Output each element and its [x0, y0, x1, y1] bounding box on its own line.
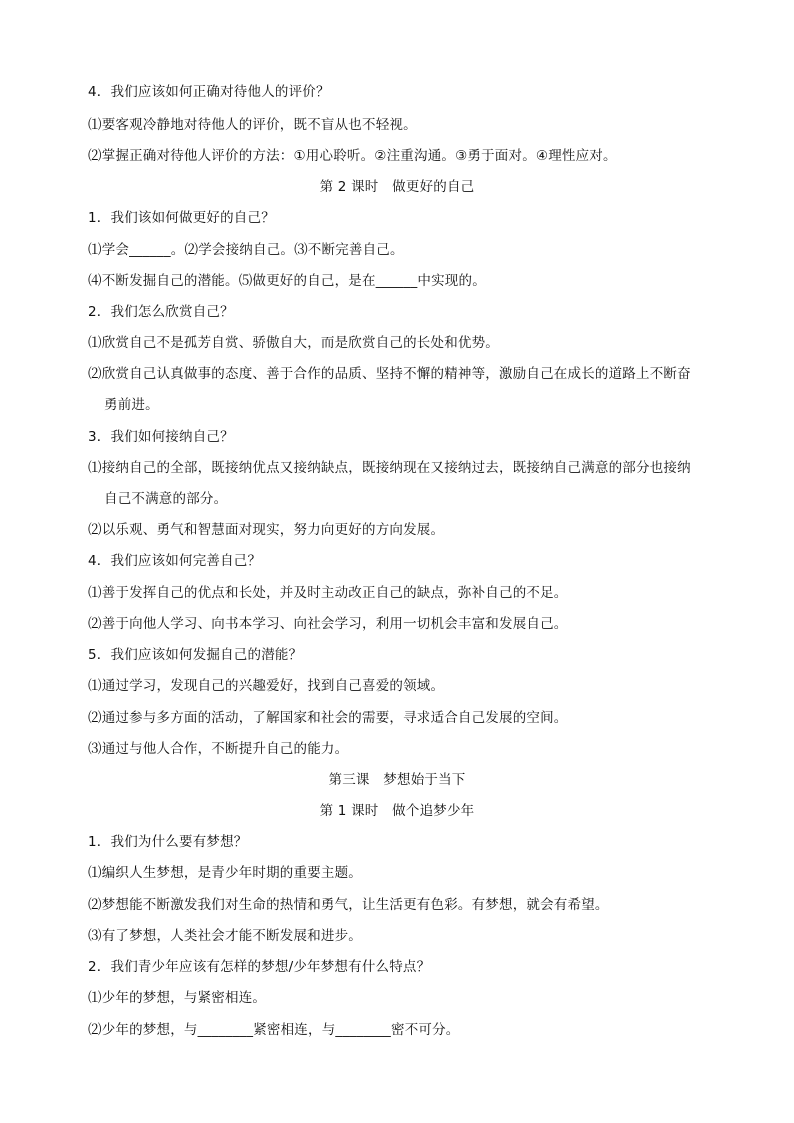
- section-title: 第 1 课时 做个追梦少年: [319, 803, 475, 819]
- answer-line: ⑶通过与他人合作，不断提升自己的能力。: [88, 741, 349, 757]
- answer-line: ⑴要客观冷静地对待他人的评价，既不盲从也不轻视。: [88, 117, 417, 133]
- answer-line: ⑵以乐观、勇气和智慧面对现实，努力向更好的方向发展。: [88, 522, 445, 538]
- section-title: 第 2 课时 做更好的自己: [319, 179, 475, 195]
- answer-line: ⑶有了梦想，人类社会才能不断发展和进步。: [88, 928, 362, 944]
- answer-line-continued: 勇前进。: [104, 397, 159, 413]
- answer-line: ⑴学会______。⑵学会接纳自己。⑶不断完善自己。: [88, 242, 404, 258]
- answer-line: ⑵掌握正确对待他人评价的方法：①用心聆听。②注重沟通。③勇于面对。④理性应对。: [88, 148, 617, 164]
- answer-line: ⑴通过学习，发现自己的兴趣爱好，找到自己喜爱的领域。: [88, 678, 445, 694]
- question-heading: 1．我们为什么要有梦想？: [88, 834, 248, 850]
- answer-line: ⑵梦想能不断激发我们对生命的热情和勇气，让生活更有色彩。有梦想，就会有希望。: [88, 897, 609, 913]
- answer-line: ⑴接纳自己的全部，既接纳优点又接纳缺点，既接纳现在又接纳过去，既接纳自己满意的部分也接纳: [88, 460, 691, 476]
- question-heading: 2．我们怎么欣赏自己？: [88, 304, 234, 320]
- question-heading: 1．我们该如何做更好的自己？: [88, 210, 275, 226]
- answer-line: ⑵欣赏自己认真做事的态度、善于合作的品质、坚持不懈的精神等，激励自己在成长的道路上不断奋: [88, 366, 691, 382]
- answer-line: ⑴欣赏自己不是孤芳自赏、骄傲自大，而是欣赏自己的长处和优势。: [88, 335, 499, 351]
- question-heading: 3．我们如何接纳自己？: [88, 429, 234, 445]
- answer-line: ⑵通过参与多方面的活动，了解国家和社会的需要，寻求适合自己发展的空间。: [88, 710, 568, 726]
- question-4-heading: 4．我们应该如何正确对待他人的评价？: [88, 84, 330, 100]
- question-heading: 2．我们青少年应该有怎样的梦想/少年梦想有什么特点？: [88, 959, 431, 975]
- question-heading: 5．我们应该如何发掘自己的潜能？: [88, 647, 303, 663]
- answer-line: ⑵善于向他人学习、向书本学习、向社会学习，利用一切机会丰富和发展自己。: [88, 616, 568, 632]
- answer-line: ⑴少年的梦想，与紧密相连。: [88, 990, 267, 1006]
- answer-line: ⑴善于发挥自己的优点和长处，并及时主动改正自己的缺点，弥补自己的不足。: [88, 585, 568, 601]
- answer-line: ⑵少年的梦想，与________紧密相连，与________密不可分。: [88, 1022, 460, 1038]
- lesson-title: 第三课 梦想始于当下: [328, 772, 466, 788]
- answer-line-continued: 自己不满意的部分。: [104, 491, 228, 507]
- question-heading: 4．我们应该如何完善自己？: [88, 553, 262, 569]
- answer-line: ⑷不断发掘自己的潜能。⑸做更好的自己，是在______中实现的。: [88, 273, 486, 289]
- answer-line: ⑴编织人生梦想，是青少年时期的重要主题。: [88, 865, 362, 881]
